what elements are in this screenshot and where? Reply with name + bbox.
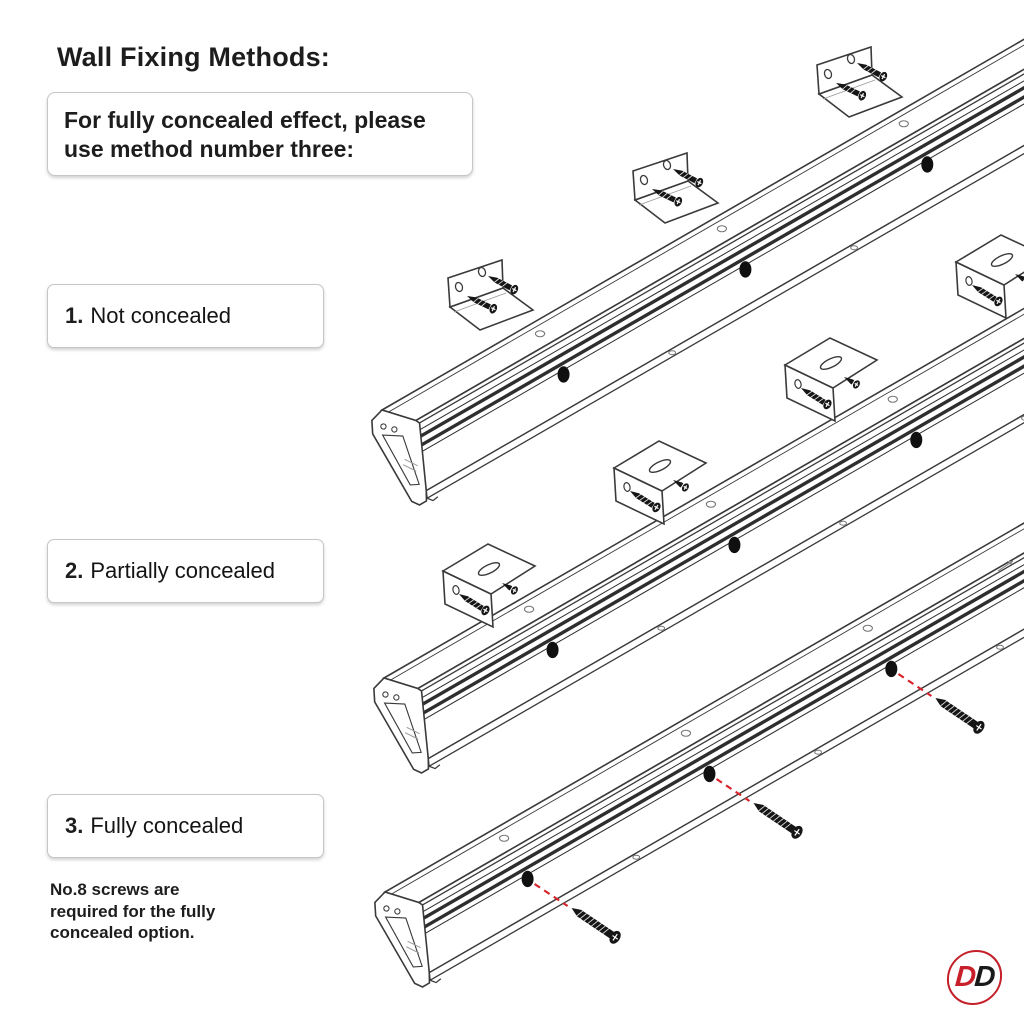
logo-letter-d1: D: [953, 961, 976, 993]
pilot-hole-bottom: [633, 855, 640, 859]
method-text: Partially concealed: [90, 558, 276, 583]
method-text: Not concealed: [90, 303, 232, 328]
note-line-1: No.8 screws are: [50, 880, 180, 899]
method-text: Fully concealed: [90, 813, 244, 838]
fixing-hole: [558, 366, 570, 382]
method-number: 3.: [65, 813, 84, 838]
fixing-hole: [921, 156, 933, 172]
fixing-hole: [728, 537, 740, 553]
pilot-hole-bottom: [840, 521, 847, 525]
l-wall-bracket: [817, 47, 902, 117]
method-label-fully-concealed: [47, 794, 324, 858]
pilot-hole-top: [535, 331, 544, 337]
pilot-hole-top: [888, 396, 897, 402]
pilot-hole-top: [717, 226, 726, 232]
pilot-hole-bottom: [815, 750, 822, 754]
pilot-hole-top: [499, 835, 508, 841]
method-label-not-concealed: [47, 284, 324, 348]
logo-letter-d2: D: [973, 961, 996, 993]
method-number: 1.: [65, 303, 84, 328]
l-wall-bracket: [448, 260, 533, 330]
note-line-2: required for the fully: [50, 901, 216, 921]
method-label-partially-concealed: [47, 539, 324, 603]
pilot-hole-bottom: [669, 351, 676, 355]
screw: [931, 692, 986, 736]
info-line-1: For fully concealed effect, please: [64, 107, 426, 133]
method-number: 2.: [65, 558, 84, 583]
pilot-hole-bottom: [851, 246, 858, 250]
pilot-hole-bottom: [658, 626, 665, 630]
fixing-hole: [739, 261, 751, 277]
pilot-hole-top: [899, 121, 908, 127]
pilot-hole-bottom: [997, 645, 1004, 649]
pilot-hole-top: [524, 606, 533, 612]
note-line-3: concealed option.: [50, 923, 195, 942]
clamp-bracket: [956, 235, 1024, 318]
pilot-hole-top: [863, 625, 872, 631]
fixing-hole: [547, 642, 559, 658]
fixing-hole: [885, 661, 897, 677]
fixing-hole: [703, 766, 715, 782]
screw: [750, 797, 805, 841]
pilot-hole-top: [681, 730, 690, 736]
screw: [568, 902, 623, 946]
info-callout-box: [47, 92, 473, 176]
pilot-hole-top: [706, 501, 715, 507]
fixing-hole: [522, 871, 534, 887]
note-screws: [50, 879, 215, 944]
fixing-hole: [910, 432, 922, 448]
info-line-2: use method number three:: [64, 136, 355, 162]
l-wall-bracket: [633, 153, 718, 223]
page-title: Wall Fixing Methods:: [57, 42, 330, 72]
